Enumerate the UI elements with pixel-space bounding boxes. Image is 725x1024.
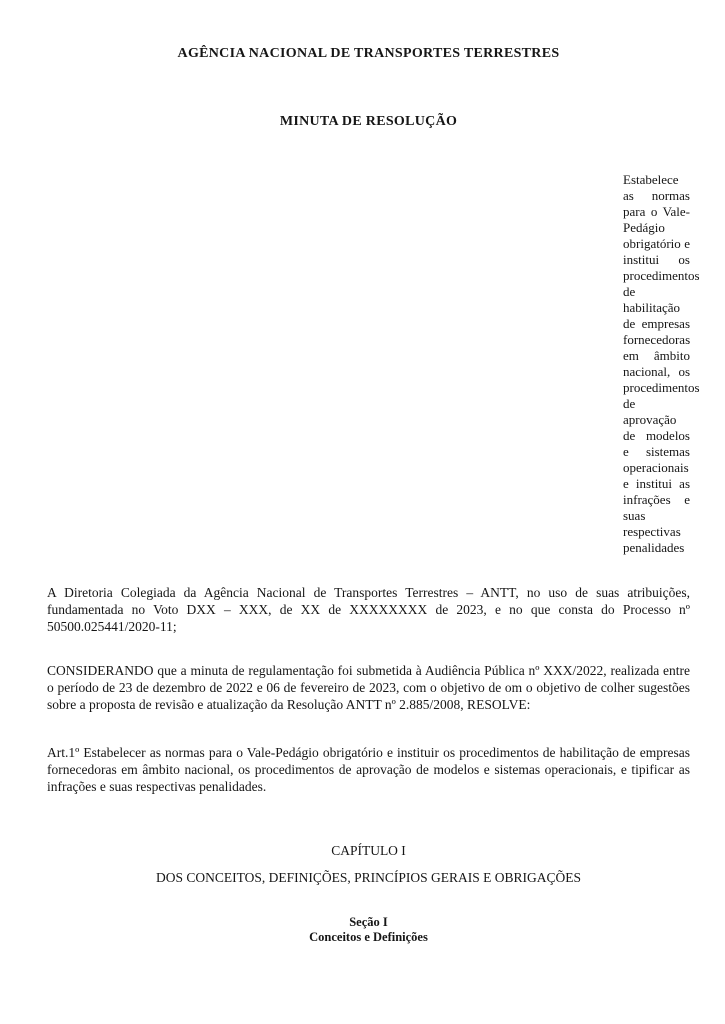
- ementa-summary: Estabelece as normas para o Vale-Pedágio obrigatório e institui os procedimentos de habilitação de empresas fornecedoras em âmbito nacional, os procedimentos de aprovação de modelos e sistemas operacionais e institui as infrações e suas respectivas penalidades: [623, 172, 700, 555]
- section-heading: Seção I: [349, 915, 388, 929]
- preamble-paragraph: A Diretoria Colegiada da Agência Nacional de Transportes Terrestres – ANTT, no uso de suas atribuições, fundamentada no Voto DXX – XXX, de XX de XXXXXXXX de 2023, e no que consta do Processo nº 50500.025441/2020-11;: [47, 585, 690, 634]
- document-title: AGÊNCIA NACIONAL DE TRANSPORTES TERRESTRES: [177, 46, 560, 61]
- considerando-paragraph: CONSIDERANDO que a minuta de regulamentação foi submetida à Audiência Pública nº XXX/2022, realizada entre o período de 23 de dezembro de 2022 e 06 de fevereiro de 2023, com o objetivo de om o objetivo de colher sugestões sobre a proposta de revisão e atualização da Resolução ANTT nº 2.885/2008, RESOLVE:: [47, 663, 690, 712]
- section-subheading: Conceitos e Definições: [309, 929, 428, 944]
- article-1-paragraph: Art.1º Estabelecer as normas para o Vale-Pedágio obrigatório e instituir os procedimentos de habilitação de empresas fornecedoras em âmbito nacional, os procedimentos de aprovação de modelos e sistemas operacionais, e tipificar as infrações e suas respectivas penalidades.: [47, 745, 690, 794]
- chapter-subheading: DOS CONCEITOS, DEFINIÇÕES, PRINCÍPIOS GERAIS E OBRIGAÇÕES: [155, 870, 582, 885]
- chapter-heading: CAPÍTULO I: [331, 843, 406, 858]
- document-subtitle: MINUTA DE RESOLUÇÃO: [279, 114, 458, 129]
